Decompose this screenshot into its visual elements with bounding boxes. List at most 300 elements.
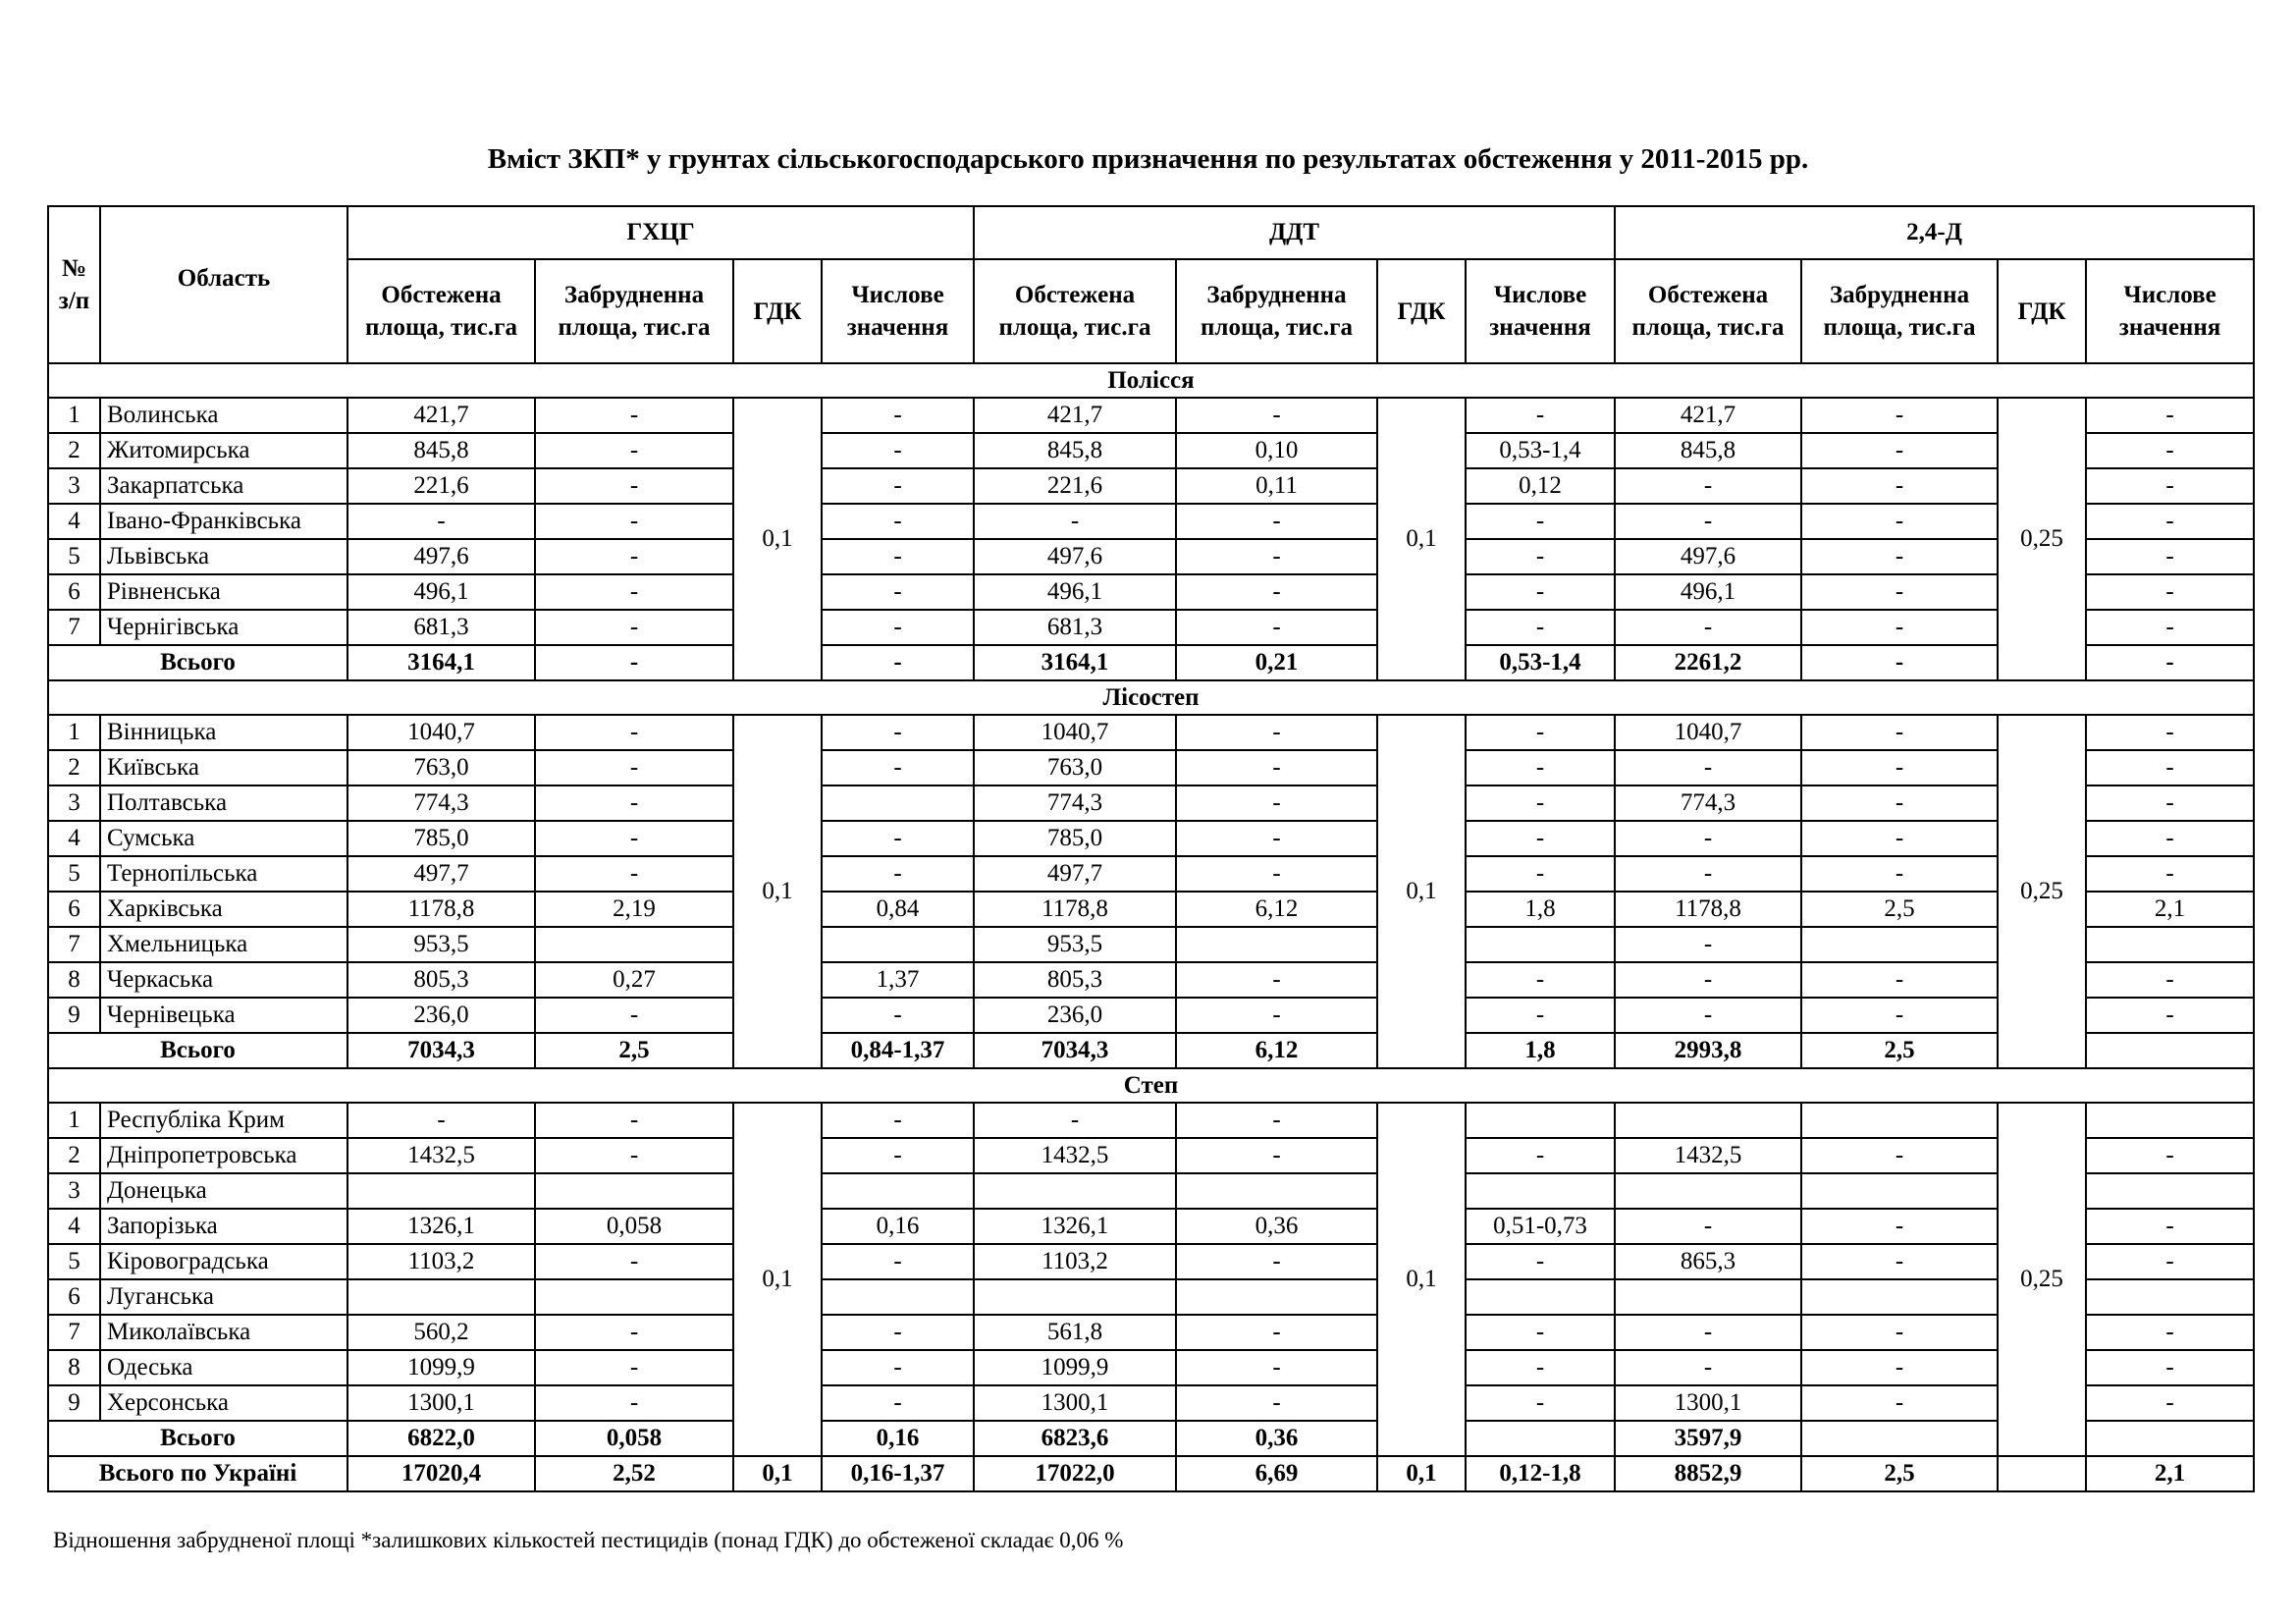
header-polluted-area: Забрудненна площа, тис.га [1801,259,1998,363]
ddt-surveyed-area: 774,3 [974,785,1176,821]
header-numeric-value: Числове значення [1466,259,1615,363]
ddt-surveyed-area: 236,0 [974,998,1176,1033]
hchg-grand-numeric: 0,16-1,37 [822,1456,974,1491]
table-row [48,1315,2254,1350]
ddt-numeric-value: - [1466,856,1615,892]
table-row [48,715,2254,750]
24d-total-polluted: 2,5 [1801,1033,1998,1068]
24d-grand-polluted: 2,5 [1801,1456,1998,1491]
header-surveyed-area: Обстежена площа, тис.га [347,259,535,363]
ddt-total-polluted: 6,12 [1176,1033,1377,1068]
row-number: 2 [48,1138,100,1173]
hchg-numeric-value: - [822,821,974,856]
hchg-numeric-value: - [822,539,974,574]
ddt-numeric-value: 0,12 [1466,468,1615,504]
24d-total-surveyed: 2261,2 [1615,645,1801,680]
region-name: Вінницька [100,715,347,750]
hchg-total-surveyed: 7034,3 [347,1033,535,1068]
hchg-numeric-value: - [822,574,974,610]
hchg-surveyed-area: 221,6 [347,468,535,504]
24d-numeric-value: - [2086,1315,2254,1350]
ddt-surveyed-area: 421,7 [974,398,1176,433]
row-number: 3 [48,468,100,504]
hchg-surveyed-area: 1103,2 [347,1244,535,1279]
ddt-numeric-value [1466,1279,1615,1315]
ddt-numeric-value [1466,1103,1615,1138]
ddt-gdk: 0,1 [1377,715,1466,1068]
ddt-numeric-value: - [1466,1350,1615,1385]
ddt-total-surveyed: 7034,3 [974,1033,1176,1068]
hchg-polluted-area: - [535,750,733,785]
ddt-surveyed-area: - [974,504,1176,539]
region-name: Чернігівська [100,610,347,645]
24d-numeric-value: - [2086,962,2254,998]
hchg-total-surveyed: 3164,1 [347,645,535,680]
hchg-numeric-value: - [822,715,974,750]
header-numeric-value: Числове значення [822,259,974,363]
24d-numeric-value: - [2086,398,2254,433]
ddt-surveyed-area: 1300,1 [974,1385,1176,1421]
ddt-numeric-value: - [1466,750,1615,785]
region-name: Херсонська [100,1385,347,1421]
hchg-gdk: 0,1 [733,715,822,1068]
row-number: 2 [48,750,100,785]
ddt-polluted-area [1176,1279,1377,1315]
ddt-polluted-area: - [1176,504,1377,539]
ddt-surveyed-area: - [974,1103,1176,1138]
hchg-polluted-area: 0,27 [535,962,733,998]
24d-numeric-value: - [2086,785,2254,821]
table-row [48,1350,2254,1385]
zone-title: Степ [48,1068,2254,1103]
24d-total-numeric [2086,1033,2254,1068]
row-number: 6 [48,892,100,927]
24d-total-surveyed: 2993,8 [1615,1033,1801,1068]
24d-gdk: 0,25 [1998,398,2086,680]
row-number: 1 [48,715,100,750]
hchg-polluted-area [535,1279,733,1315]
hchg-polluted-area: - [535,468,733,504]
hchg-total-polluted: 2,5 [535,1033,733,1068]
hchg-surveyed-area: 1099,9 [347,1350,535,1385]
region-name: Івано-Франківська [100,504,347,539]
hchg-numeric-value: - [822,398,974,433]
header-region: Область [100,206,347,363]
ddt-polluted-area: - [1176,610,1377,645]
zone-total-label: Всього [48,645,347,680]
24d-numeric-value: - [2086,610,2254,645]
table-row [48,785,2254,821]
region-name: Хмельницька [100,927,347,962]
pesticide-table [47,205,2255,1492]
hchg-grand-polluted: 2,52 [535,1456,733,1491]
24d-surveyed-area: 1178,8 [1615,892,1801,927]
row-number: 7 [48,927,100,962]
ddt-surveyed-area: 845,8 [974,433,1176,468]
24d-surveyed-area: 845,8 [1615,433,1801,468]
hchg-polluted-area: - [535,539,733,574]
row-number: 7 [48,1315,100,1350]
ddt-numeric-value: - [1466,1385,1615,1421]
ddt-total-surveyed: 6823,6 [974,1421,1176,1456]
24d-polluted-area: - [1801,1209,1998,1244]
table-row [48,892,2254,927]
hchg-polluted-area: - [535,1385,733,1421]
ddt-polluted-area: - [1176,1244,1377,1279]
hchg-total-polluted: 0,058 [535,1421,733,1456]
table-row [48,1385,2254,1421]
hchg-surveyed-area: 1040,7 [347,715,535,750]
ddt-polluted-area: - [1176,962,1377,998]
table-row [48,504,2254,539]
region-name: Луганська [100,1279,347,1315]
ddt-polluted-area: 6,12 [1176,892,1377,927]
table-row [48,468,2254,504]
table-row [48,433,2254,468]
hchg-surveyed-area: 496,1 [347,574,535,610]
hchg-polluted-area: - [535,610,733,645]
region-name: Донецька [100,1173,347,1209]
ddt-surveyed-area: 763,0 [974,750,1176,785]
region-name: Львівська [100,539,347,574]
hchg-surveyed-area: 1300,1 [347,1385,535,1421]
24d-polluted-area: - [1801,610,1998,645]
hchg-polluted-area: - [535,856,733,892]
ddt-numeric-value: 1,8 [1466,892,1615,927]
24d-polluted-area: 2,5 [1801,892,1998,927]
hchg-numeric-value: 0,84 [822,892,974,927]
24d-numeric-value: - [2086,1138,2254,1173]
hchg-surveyed-area: 421,7 [347,398,535,433]
region-name: Одеська [100,1350,347,1385]
row-number: 3 [48,1173,100,1209]
ddt-polluted-area: - [1176,856,1377,892]
row-number: 2 [48,433,100,468]
ddt-polluted-area: - [1176,1138,1377,1173]
hchg-numeric-value: - [822,1138,974,1173]
zone-header-row [48,363,2254,398]
row-number: 7 [48,610,100,645]
hchg-polluted-area: - [535,504,733,539]
ddt-polluted-area: - [1176,398,1377,433]
region-name: Чернівецька [100,998,347,1033]
24d-total-polluted [1801,1421,1998,1456]
24d-polluted-area: - [1801,398,1998,433]
table-row [48,998,2254,1033]
ddt-surveyed-area: 497,6 [974,539,1176,574]
row-number: 1 [48,1103,100,1138]
ddt-polluted-area: - [1176,750,1377,785]
24d-numeric-value [2086,1103,2254,1138]
ddt-surveyed-area: 497,7 [974,856,1176,892]
24d-numeric-value: - [2086,715,2254,750]
24d-polluted-area: - [1801,574,1998,610]
hchg-polluted-area: - [535,1315,733,1350]
ddt-grand-polluted: 6,69 [1176,1456,1377,1491]
ddt-polluted-area: - [1176,785,1377,821]
hchg-polluted-area: - [535,433,733,468]
24d-grand-numeric: 2,1 [2086,1456,2254,1491]
hchg-grand-gdk: 0,1 [733,1456,822,1491]
hchg-numeric-value: - [822,433,974,468]
region-name: Харківська [100,892,347,927]
ddt-polluted-area: - [1176,821,1377,856]
table-row [48,398,2254,433]
zone-total-label: Всього [48,1033,347,1068]
24d-polluted-area [1801,1279,1998,1315]
table-row [48,750,2254,785]
hchg-surveyed-area: 1326,1 [347,1209,535,1244]
ddt-grand-gdk: 0,1 [1377,1456,1466,1491]
24d-total-polluted: - [1801,645,1998,680]
ddt-surveyed-area: 1326,1 [974,1209,1176,1244]
hchg-surveyed-area: 560,2 [347,1315,535,1350]
ddt-polluted-area: - [1176,1350,1377,1385]
24d-total-numeric [2086,1421,2254,1456]
24d-surveyed-area: - [1615,927,1801,962]
24d-numeric-value: - [2086,539,2254,574]
zone-header-row [48,1068,2254,1103]
hchg-surveyed-area: - [347,504,535,539]
row-number: 5 [48,539,100,574]
ddt-numeric-value: - [1466,962,1615,998]
ddt-polluted-area: - [1176,1385,1377,1421]
ddt-surveyed-area: 1099,9 [974,1350,1176,1385]
hchg-gdk: 0,1 [733,1103,822,1456]
hchg-polluted-area [535,1173,733,1209]
region-name: Київська [100,750,347,785]
hchg-grand-surveyed: 17020,4 [347,1456,535,1491]
hchg-total-polluted: - [535,645,733,680]
24d-polluted-area: - [1801,998,1998,1033]
24d-surveyed-area: 496,1 [1615,574,1801,610]
24d-polluted-area: - [1801,468,1998,504]
table-row [48,856,2254,892]
ddt-surveyed-area [974,1173,1176,1209]
24d-numeric-value: - [2086,468,2254,504]
hchg-polluted-area: 0,058 [535,1209,733,1244]
24d-surveyed-area: - [1615,468,1801,504]
ddt-polluted-area: - [1176,539,1377,574]
ddt-numeric-value: 0,53-1,4 [1466,433,1615,468]
hchg-total-numeric: - [822,645,974,680]
region-name: Волинська [100,398,347,433]
ddt-grand-numeric: 0,12-1,8 [1466,1456,1615,1491]
region-name: Кіровоградська [100,1244,347,1279]
24d-polluted-area: - [1801,821,1998,856]
header-numeric-value: Числове значення [2086,259,2254,363]
ddt-numeric-value: - [1466,821,1615,856]
24d-polluted-area: - [1801,962,1998,998]
ddt-numeric-value: - [1466,1138,1615,1173]
24d-surveyed-area: - [1615,856,1801,892]
ddt-surveyed-area: 496,1 [974,574,1176,610]
ddt-numeric-value: - [1466,574,1615,610]
ddt-surveyed-area [974,1279,1176,1315]
24d-surveyed-area: - [1615,1209,1801,1244]
ddt-numeric-value: - [1466,785,1615,821]
ddt-total-numeric [1466,1421,1615,1456]
ddt-numeric-value: - [1466,715,1615,750]
24d-surveyed-area: 421,7 [1615,398,1801,433]
ddt-total-polluted: 0,21 [1176,645,1377,680]
24d-polluted-area: - [1801,750,1998,785]
hchg-surveyed-area [347,1279,535,1315]
hchg-numeric-value [822,1279,974,1315]
header-polluted-area: Забрудненна площа, тис.га [535,259,733,363]
24d-polluted-area: - [1801,715,1998,750]
table-row [48,1103,2254,1138]
footnote: Відношення забрудненої площі *залишкових кількостей пестицидів (понад ГДК) до обстеженої складає 0,06 % [53,1528,1124,1552]
table-row [48,927,2254,962]
ddt-surveyed-area: 561,8 [974,1315,1176,1350]
24d-surveyed-area: - [1615,504,1801,539]
header-group-24d: 2,4-Д [1615,206,2254,259]
row-number: 8 [48,962,100,998]
hchg-surveyed-area: 805,3 [347,962,535,998]
ddt-numeric-value: - [1466,504,1615,539]
header-num: № з/п [48,206,100,363]
ddt-polluted-area: 0,36 [1176,1209,1377,1244]
24d-surveyed-area: - [1615,998,1801,1033]
zone-title: Полісся [48,363,2254,398]
hchg-polluted-area: - [535,821,733,856]
hchg-numeric-value [822,927,974,962]
ddt-polluted-area: - [1176,1315,1377,1350]
ddt-numeric-value: - [1466,610,1615,645]
ddt-numeric-value: - [1466,539,1615,574]
24d-grand-gdk [1998,1456,2086,1491]
ddt-numeric-value: - [1466,998,1615,1033]
table-row [48,962,2254,998]
hchg-polluted-area: 2,19 [535,892,733,927]
24d-polluted-area: - [1801,433,1998,468]
ddt-numeric-value [1466,927,1615,962]
hchg-numeric-value: - [822,1315,974,1350]
hchg-surveyed-area: 785,0 [347,821,535,856]
24d-gdk: 0,25 [1998,715,2086,1068]
hchg-surveyed-area: - [347,1103,535,1138]
hchg-numeric-value: - [822,856,974,892]
ddt-gdk: 0,1 [1377,1103,1466,1456]
table-row [48,539,2254,574]
region-name: Миколаївська [100,1315,347,1350]
24d-surveyed-area: 1040,7 [1615,715,1801,750]
ddt-numeric-value: - [1466,1315,1615,1350]
row-number: 5 [48,856,100,892]
ddt-numeric-value: - [1466,398,1615,433]
region-name: Запорізька [100,1209,347,1244]
page-title: Вміст ЗКП* у грунтах сільськогосподарського призначення по результатах обстеження у 2011-2015 рр. [487,143,1809,175]
zone-title: Лісостеп [48,680,2254,715]
header-surveyed-area: Обстежена площа, тис.га [1615,259,1801,363]
hchg-polluted-area: - [535,1103,733,1138]
table-row [48,1244,2254,1279]
ddt-surveyed-area: 221,6 [974,468,1176,504]
24d-surveyed-area: 774,3 [1615,785,1801,821]
hchg-surveyed-area: 497,6 [347,539,535,574]
region-name: Черкаська [100,962,347,998]
header-gdk: ГДК [733,259,822,363]
24d-polluted-area: - [1801,1385,1998,1421]
table-row [48,1209,2254,1244]
zone-total-row [48,1033,2254,1068]
hchg-numeric-value: - [822,1103,974,1138]
row-number: 6 [48,574,100,610]
region-name: Дніпропетровська [100,1138,347,1173]
hchg-polluted-area: - [535,998,733,1033]
24d-numeric-value: - [2086,1209,2254,1244]
grand-total-row [48,1456,2254,1491]
hchg-surveyed-area: 953,5 [347,927,535,962]
24d-polluted-area: - [1801,785,1998,821]
zone-header-row [48,680,2254,715]
24d-numeric-value: - [2086,856,2254,892]
ddt-polluted-area: - [1176,1103,1377,1138]
ddt-gdk: 0,1 [1377,398,1466,680]
ddt-total-surveyed: 3164,1 [974,645,1176,680]
header-group-ddt: ДДТ [974,206,1615,259]
24d-surveyed-area: 865,3 [1615,1244,1801,1279]
ddt-total-polluted: 0,36 [1176,1421,1377,1456]
hchg-total-numeric: 0,84-1,37 [822,1033,974,1068]
ddt-numeric-value: - [1466,1244,1615,1279]
header-gdk: ГДК [1377,259,1466,363]
24d-numeric-value [2086,927,2254,962]
24d-surveyed-area: - [1615,962,1801,998]
24d-polluted-area: - [1801,504,1998,539]
24d-surveyed-area [1615,1279,1801,1315]
ddt-polluted-area [1176,1173,1377,1209]
24d-numeric-value: - [2086,433,2254,468]
ddt-surveyed-area: 1178,8 [974,892,1176,927]
hchg-surveyed-area: 774,3 [347,785,535,821]
hchg-numeric-value: - [822,1244,974,1279]
24d-surveyed-area [1615,1103,1801,1138]
24d-numeric-value: - [2086,504,2254,539]
hchg-polluted-area: - [535,574,733,610]
row-number: 9 [48,1385,100,1421]
24d-numeric-value: - [2086,1244,2254,1279]
row-number: 8 [48,1350,100,1385]
hchg-surveyed-area: 681,3 [347,610,535,645]
region-name: Сумська [100,821,347,856]
24d-total-numeric: - [2086,645,2254,680]
24d-surveyed-area: 497,6 [1615,539,1801,574]
row-number: 9 [48,998,100,1033]
24d-polluted-area: - [1801,1315,1998,1350]
grand-total-label: Всього по Україні [48,1456,347,1491]
row-number: 6 [48,1279,100,1315]
region-name: Тернопільська [100,856,347,892]
24d-grand-surveyed: 8852,9 [1615,1456,1801,1491]
table-row [48,574,2254,610]
hchg-numeric-value: - [822,750,974,785]
hchg-gdk: 0,1 [733,398,822,680]
ddt-surveyed-area: 805,3 [974,962,1176,998]
ddt-surveyed-area: 953,5 [974,927,1176,962]
table-row [48,1138,2254,1173]
region-name: Житомирська [100,433,347,468]
hchg-numeric-value [822,785,974,821]
row-number: 4 [48,504,100,539]
hchg-numeric-value: 0,16 [822,1209,974,1244]
24d-surveyed-area: - [1615,610,1801,645]
zone-total-row [48,645,2254,680]
hchg-polluted-area: - [535,785,733,821]
hchg-polluted-area: - [535,398,733,433]
24d-surveyed-area: - [1615,750,1801,785]
